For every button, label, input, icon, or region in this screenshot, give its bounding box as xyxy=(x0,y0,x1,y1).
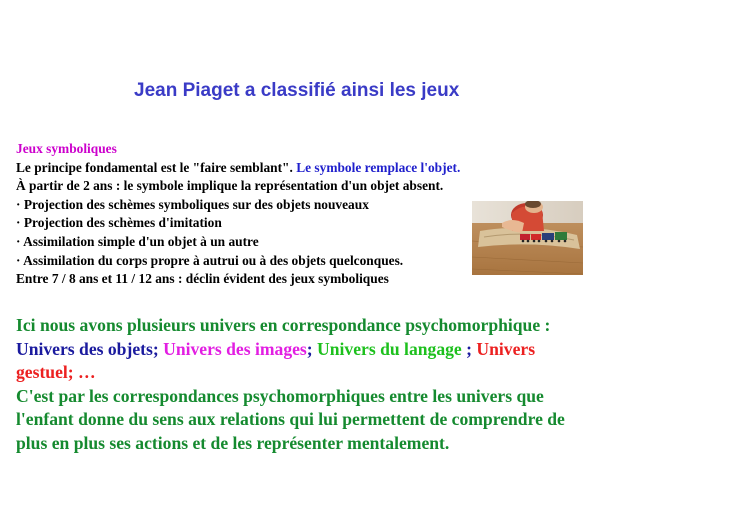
conclusion-line-2: l'enfant donne du sens aux relations qui lui permettent de comprendre de xyxy=(16,409,565,429)
principle-text: Le principe fondamental est le "faire semblant". xyxy=(16,159,293,175)
child-playing-toy-train-photo xyxy=(472,201,583,275)
bullet-item: · Projection des schèmes symboliques sur des objets nouveaux xyxy=(16,196,369,212)
separator: ; xyxy=(466,338,472,359)
bullet-item: · Assimilation du corps propre à autrui ou à des objets quelconques. xyxy=(16,252,404,268)
universes-intro: Ici nous avons plusieurs univers en correspondance psychomorphique : xyxy=(16,315,551,335)
universe-objects: Univers des objets xyxy=(16,338,153,359)
universes-paragraph xyxy=(16,314,716,455)
universe-gestual-a: Univers xyxy=(476,338,536,359)
age-line: À partir de 2 ans : le symbole implique la représentation d'un objet absent. xyxy=(16,178,444,194)
conclusion-line-3: plus en plus ses actions et de les représenter mentalement. xyxy=(16,432,450,453)
universes-list xyxy=(16,338,716,362)
section-heading: Jeux symboliques xyxy=(16,141,117,156)
conclusion-line-1: C'est par les correspondances psychomorphiques entre les univers que xyxy=(16,385,544,406)
universe-gestual-b: gestuel; … xyxy=(16,362,96,382)
page-title: Jean Piaget a classifié ainsi les jeux xyxy=(134,80,460,101)
universe-language: Univers du langage xyxy=(317,338,462,359)
universe-images: Univers des images xyxy=(163,338,307,359)
bullet-item: · Projection des schèmes d'imitation xyxy=(16,215,222,231)
separator: ; xyxy=(152,338,159,359)
bullet-item: · Assimilation simple d'un objet à un autre xyxy=(16,233,259,249)
symbol-replaces-object: Le symbole remplace l'objet. xyxy=(296,159,461,175)
principle-line xyxy=(16,159,576,178)
decline-line: Entre 7 / 8 ans et 11 / 12 ans : déclin évident des jeux symboliques xyxy=(16,271,389,287)
separator: ; xyxy=(306,338,313,359)
